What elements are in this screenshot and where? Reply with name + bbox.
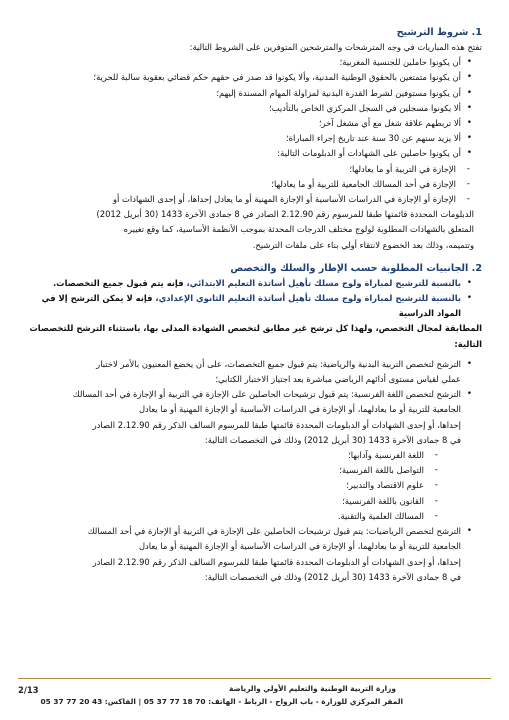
specialty-item: - علوم الاقتصاد والتدبير؛ xyxy=(27,478,442,493)
bullet-icon: • xyxy=(466,293,472,304)
specialty-item: - القانون باللغة الفرنسية؛ xyxy=(27,494,442,509)
condition-item: • أن يكونوا متمتعين بالحقوق الوطنية المدنية، وألا يكونوا قد صدر في حقهم حكم قضائي بعقوبة سالبة للحرية؛ xyxy=(27,70,474,85)
primary-profile: • بالنسبة للترشيح لمباراة ولوج مسلك تأهيل أساتذة التعليم الابتدائي، فإنه يتم قبول جميع التخصصات. xyxy=(27,276,474,291)
condition-item: • أن يكونوا حاصلين على الشهادات أو الدبلومات التالية: xyxy=(27,146,474,161)
condition-item: • ألا يكونوا مسجلين في السجل المركزي الخاص بالتأديب؛ xyxy=(27,101,474,116)
diploma3-line: الإجازة أو الإجازة في الدراسات الأساسية أو الإجازة المهنية أو ما يعادل إحداها، أو إحدى الشهادات أو xyxy=(113,194,456,205)
bullet-icon: • xyxy=(466,389,472,400)
bullet-icon: • xyxy=(466,526,472,537)
bullet-icon: • xyxy=(466,72,472,83)
dash-icon: - xyxy=(434,495,438,506)
dash-icon: - xyxy=(434,480,438,491)
diploma-item: - الإجازة في أحد المسالك الجامعية للتربية أو ما يعادلها؛ xyxy=(27,177,474,192)
secondary-profile-continuation: المطابقة لمجال التخصص، ولهذا كل ترشح غير مطابق لتخصص الشهادة المدلى بها، باستثناء الترشح للتخصصات التالية: xyxy=(29,323,482,349)
bullet-icon: • xyxy=(466,118,472,129)
section1-intro: تفتح هذه المباريات في وجه المترشحات والمترشحين المتوفرين على الشروط التالية: xyxy=(189,42,482,52)
bullet-icon: • xyxy=(466,148,472,159)
exceptions-list xyxy=(27,357,482,448)
condition-item: • ألا تربطهم علاقة شغل مع أي مشغل آخر؛ xyxy=(27,116,474,131)
profiles-list xyxy=(27,276,482,322)
exception-math: • الترشح لتخصص الرياضيات: يتم قبول ترشيحات الحاصلين على الإجازة في التربية أو الإجازة في أحد المسالك الجامعية للتربية أو ما يعادلهما، أو الإجازة في الدراسات الأساسية أو الإجازة المهنية أو ما يعادل إحداها، أو إحدى الشهادات أو الدبلومات المحددة قائمتها طبقا للمرسوم السالف الذكر رقم 2.12.90 الصادر في 8 جمادى الآخرة 1433 (30 أبريل 2012) وذلك في التخصصات التالية: xyxy=(87,526,472,582)
condition-item: • أن يكونوا حاملين للجنسية المغربية؛ xyxy=(27,55,474,70)
dash-icon: - xyxy=(466,163,470,174)
condition-item: • أن يكونوا مستوفين لشرط القدرة البدنية لمزاولة المهام المسندة إليهم؛ xyxy=(27,86,474,101)
dash-icon: - xyxy=(466,194,470,205)
page-footer xyxy=(18,678,491,713)
section1-heading xyxy=(27,26,482,40)
section1-number: 1. xyxy=(471,27,482,38)
footer-ministry: وزارة التربية الوطنية والتعليم الأولي والرياضة xyxy=(229,684,396,693)
conditions-list xyxy=(27,55,482,161)
secondary-profile: • بالنسبة للترشيح لمباراة ولوج مسلك تأهيل أساتذة التعليم الثانوي الإعدادي، فإنه لا يمكن الترشح إلا في المواد الدراسية xyxy=(41,293,472,319)
dash-icon: - xyxy=(434,465,438,476)
footer-address: المقر المركزي للوزارة - باب الرواح - الرباط - الهاتف: 70 18 77 37 05 | الفاكس: 43 20 77 37 05 xyxy=(40,697,403,706)
dash-icon: - xyxy=(434,510,438,521)
section2-number: 2. xyxy=(471,262,482,274)
exception-french: • الترشح لتخصص اللغة الفرنسية: يتم قبول ترشيحات الحاصلين على الإجازة في التربية أو الإجازة في أحد المسالك الجامعية للتربية أو ما يعادلهما، أو الإجازة في الدراسات الأساسية أو الإجازة المهنية أو ما يعادل إحداها، أو إحدى الشهادات أو الدبلومات المحددة قائمتها طبقا للمرسوم السالف الذكر رقم 2.12.90 الصادر في 8 جمادى الآخرة 1433 (30 أبريل 2012) وذلك في التخصصات التالية: xyxy=(72,389,472,445)
condition-item: • ألا يزيد سنهم عن 30 سنة عند تاريخ إجراء المباراة؛ xyxy=(27,131,474,146)
bullet-icon: • xyxy=(466,358,472,369)
french-specialties-list xyxy=(27,448,482,524)
section2-title: الجانبيات المطلوبة حسب الإطار والسلك والتخصص xyxy=(230,262,469,274)
bullet-icon: • xyxy=(466,102,472,113)
diploma3-continuation: الدبلومات المحددة قائمتها طبقا للمرسوم رقم 2.12.90 الصادر في 8 جمادى الآخرة 1433 (30 أبريل 2012) المتعلق بالشهادات المطلوبة لولوج مختلف الدرجات المحدثة بموجب الأنظمة الأساسية، كما وقع تغييره وتتميمه، وذلك بعد الخضوع لانتقاء أولي بناء على ملفات الترشيح. xyxy=(96,209,474,250)
page-number: 2/13 xyxy=(18,685,39,695)
bullet-icon: • xyxy=(466,133,472,144)
diploma-item: - الإجازة في التربية أو ما يعادلها؛ xyxy=(27,162,474,177)
specialty-item: - المسالك العلمية والتقنية. xyxy=(27,509,442,524)
bullet-icon: • xyxy=(466,87,472,98)
dash-icon: - xyxy=(434,450,438,461)
exception-pe: • الترشح لتخصص التربية البدنية والرياضية: يتم قبول جميع التخصصات، على أن يخضع المعنيون بالأمر لاختبار عملي لقياس مستوى أدائهم الرياضي مباشرة بعد اجتياز الاختبار الكتابي؛ xyxy=(96,358,472,385)
diploma-item xyxy=(27,192,474,207)
section2-heading xyxy=(27,262,482,276)
exceptions-list-2 xyxy=(27,524,482,585)
dash-icon: - xyxy=(466,178,470,189)
bullet-icon: • xyxy=(466,57,472,68)
specialty-item: - اللغة الفرنسية وآدابها؛ xyxy=(27,448,442,463)
bullet-icon: • xyxy=(466,277,472,288)
section1-title: شروط الترشيح xyxy=(396,27,469,38)
specialty-item: - التواصل باللغة الفرنسية؛ xyxy=(27,463,442,478)
diplomas-list xyxy=(27,162,482,208)
